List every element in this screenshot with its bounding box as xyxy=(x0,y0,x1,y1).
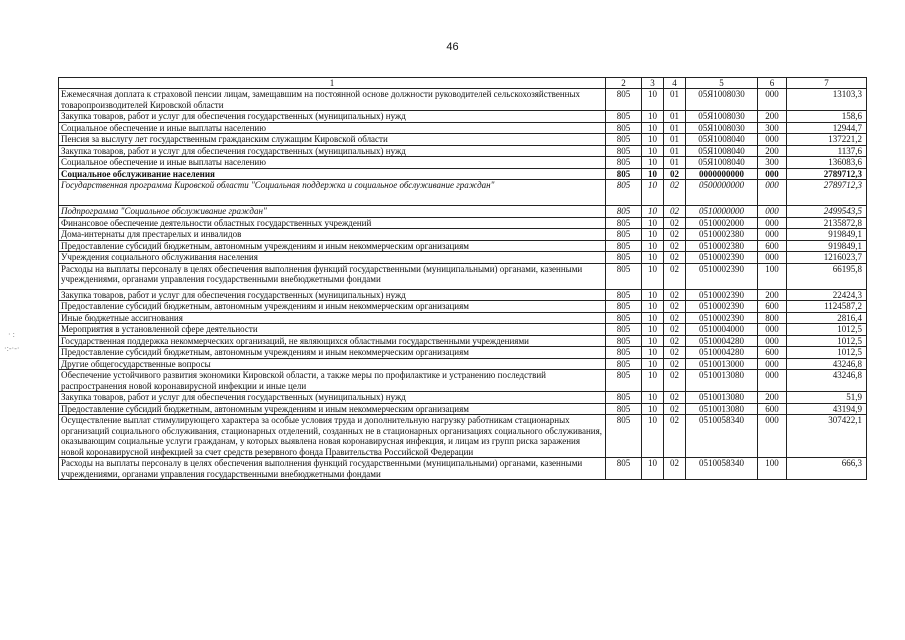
target-code-cell: 0510058340 xyxy=(686,458,758,480)
subsection-cell: 02 xyxy=(664,335,686,347)
subsection-cell: 02 xyxy=(664,263,686,289)
ministry-code-cell: 805 xyxy=(606,168,642,180)
row-name-cell: Дома-интернаты для престарелых и инвалидов xyxy=(59,229,606,241)
table-row xyxy=(59,458,867,480)
header-cell: 5 xyxy=(686,78,758,89)
row-name-cell: Учреждения социального обслуживания населения xyxy=(59,252,606,264)
ministry-code-cell: 805 xyxy=(606,240,642,252)
section-cell: 10 xyxy=(642,206,664,218)
ministry-code-cell: 805 xyxy=(606,157,642,169)
row-name-cell: Расходы на выплаты персоналу в целях обеспечения выполнения функций государственными (муниципальными) органами, казенными учреждениями, органами управления государственными внебюджетными фондами xyxy=(59,263,606,289)
table-row xyxy=(59,134,867,146)
row-name-cell: Государственная поддержка некоммерческих организаций, не являющихся областными государственными учреждениями xyxy=(59,335,606,347)
table-row xyxy=(59,392,867,404)
row-name-cell: Пенсия за выслугу лет государственным гражданским служащим Кировской области xyxy=(59,134,606,146)
expense-type-cell: 200 xyxy=(758,145,787,157)
subsection-cell: 02 xyxy=(664,370,686,392)
target-code-cell: 05Я1008040 xyxy=(686,145,758,157)
target-code-cell: 0510013080 xyxy=(686,392,758,404)
header-cell: 1 xyxy=(59,78,606,89)
expense-type-cell: 200 xyxy=(758,392,787,404)
expense-type-cell: 000 xyxy=(758,217,787,229)
expense-type-cell: 800 xyxy=(758,312,787,324)
target-code-cell: 0510000000 xyxy=(686,206,758,218)
target-code-cell: 05Я1008040 xyxy=(686,134,758,146)
row-name-cell: Закупка товаров, работ и услуг для обеспечения государственных (муниципальных) нужд xyxy=(59,392,606,404)
row-name-cell: Мероприятия в установленной сфере деятельности xyxy=(59,324,606,336)
subsection-cell: 02 xyxy=(664,301,686,313)
subsection-cell: 02 xyxy=(664,347,686,359)
table-row xyxy=(59,415,867,458)
ministry-code-cell: 805 xyxy=(606,122,642,134)
amount-cell: 2499543,5 xyxy=(787,206,867,218)
table-row xyxy=(59,301,867,313)
section-cell: 10 xyxy=(642,240,664,252)
ministry-code-cell: 805 xyxy=(606,252,642,264)
ministry-code-cell: 805 xyxy=(606,289,642,301)
amount-cell: 919849,1 xyxy=(787,229,867,241)
header-cell: 7 xyxy=(787,78,867,89)
ministry-code-cell: 805 xyxy=(606,111,642,123)
section-cell: 10 xyxy=(642,301,664,313)
table-row xyxy=(59,370,867,392)
subsection-cell: 02 xyxy=(664,217,686,229)
target-code-cell: 0510002390 xyxy=(686,252,758,264)
row-name-cell: Закупка товаров, работ и услуг для обеспечения государственных (муниципальных) нужд xyxy=(59,145,606,157)
row-name-cell: Социальное обеспечение и иные выплаты населению xyxy=(59,157,606,169)
amount-cell: 2789712,3 xyxy=(787,168,867,180)
row-name-cell: Финансовое обеспечение деятельности областных государственных учреждений xyxy=(59,217,606,229)
header-cell: 6 xyxy=(758,78,787,89)
section-cell: 10 xyxy=(642,289,664,301)
row-name-cell: Ежемесячная доплата к страховой пенсии лицам, замещавшим на постоянной основе должности руководителей сельскохозяйственных товаропроизводителей Кировской области xyxy=(59,89,606,111)
ministry-code-cell: 805 xyxy=(606,358,642,370)
expense-type-cell: 000 xyxy=(758,134,787,146)
table-row xyxy=(59,89,867,111)
ministry-code-cell: 805 xyxy=(606,370,642,392)
ministry-code-cell: 805 xyxy=(606,392,642,404)
subsection-cell: 02 xyxy=(664,229,686,241)
row-name-cell: Подпрограмма "Социальное обслуживание граждан" xyxy=(59,206,606,218)
amount-cell: 13103,3 xyxy=(787,89,867,111)
row-name-cell: Социальное обслуживание населения xyxy=(59,168,606,180)
table-row xyxy=(59,403,867,415)
table-row xyxy=(59,217,867,229)
expense-type-cell: 000 xyxy=(758,335,787,347)
subsection-cell: 02 xyxy=(664,289,686,301)
expense-type-cell: 000 xyxy=(758,206,787,218)
row-name-cell: Социальное обеспечение и иные выплаты населению xyxy=(59,122,606,134)
table-row xyxy=(59,312,867,324)
expense-type-cell: 600 xyxy=(758,240,787,252)
amount-cell: 43194,9 xyxy=(787,403,867,415)
row-name-cell: Расходы на выплаты персоналу в целях обеспечения выполнения функций государственными (муниципальными) органами, казенными учреждениями, органами управления государственными внебюджетными фондами xyxy=(59,458,606,480)
section-cell: 10 xyxy=(642,229,664,241)
target-code-cell: 0510058340 xyxy=(686,415,758,458)
section-cell: 10 xyxy=(642,347,664,359)
section-cell: 10 xyxy=(642,89,664,111)
row-name-cell: Предоставление субсидий бюджетным, автономным учреждениям и иным некоммерческим организациям xyxy=(59,240,606,252)
target-code-cell: 05Я1008040 xyxy=(686,157,758,169)
amount-cell: 2135872,8 xyxy=(787,217,867,229)
table-row xyxy=(59,157,867,169)
subsection-cell: 02 xyxy=(664,240,686,252)
section-cell: 10 xyxy=(642,415,664,458)
amount-cell: 307422,1 xyxy=(787,415,867,458)
subsection-cell: 01 xyxy=(664,134,686,146)
amount-cell: 666,3 xyxy=(787,458,867,480)
table-row xyxy=(59,145,867,157)
row-name-cell: Осуществление выплат стимулирующего характера за особые условия труда и дополнительную нагрузку работникам стационарных организаций социального обслуживания, стационарных отделений, созданных не в стационарных организациях социального обслуживания, оказывающим социальные услуги гражданам, у которых выявлена новая коронавирусная инфекция, и лицам из групп риска заражения новой коронавирусной инфекцией за счет средств резервного фонда Правительства Российской Федерации xyxy=(59,415,606,458)
ministry-code-cell: 805 xyxy=(606,134,642,146)
amount-cell: 22424,3 xyxy=(787,289,867,301)
table-row xyxy=(59,263,867,289)
table-row xyxy=(59,335,867,347)
expense-type-cell: 000 xyxy=(758,168,787,180)
table-row xyxy=(59,180,867,206)
subsection-cell: 02 xyxy=(664,392,686,404)
header-cell: 4 xyxy=(664,78,686,89)
target-code-cell: 0500000000 xyxy=(686,180,758,206)
ministry-code-cell: 805 xyxy=(606,312,642,324)
ministry-code-cell: 805 xyxy=(606,301,642,313)
expense-type-cell: 000 xyxy=(758,324,787,336)
row-name-cell: Обеспечение устойчивого развития экономики Кировской области, а также меры по профилактике и устранению последствий распространения новой коронавирусной инфекции и иные цели xyxy=(59,370,606,392)
ministry-code-cell: 805 xyxy=(606,415,642,458)
scan-artifact: · : xyxy=(8,330,15,339)
amount-cell: 1124587,2 xyxy=(787,301,867,313)
amount-cell: 1012,5 xyxy=(787,324,867,336)
amount-cell: 12944,7 xyxy=(787,122,867,134)
amount-cell: 136083,6 xyxy=(787,157,867,169)
row-name-cell: Предоставление субсидий бюджетным, автономным учреждениям и иным некоммерческим организациям xyxy=(59,301,606,313)
target-code-cell: 0510004000 xyxy=(686,324,758,336)
section-cell: 10 xyxy=(642,458,664,480)
target-code-cell: 0510013080 xyxy=(686,370,758,392)
subsection-cell: 02 xyxy=(664,312,686,324)
expense-type-cell: 200 xyxy=(758,289,787,301)
table-row xyxy=(59,347,867,359)
ministry-code-cell: 805 xyxy=(606,206,642,218)
amount-cell: 1012,5 xyxy=(787,347,867,359)
subsection-cell: 02 xyxy=(664,324,686,336)
subsection-cell: 02 xyxy=(664,458,686,480)
ministry-code-cell: 805 xyxy=(606,347,642,359)
expense-type-cell: 200 xyxy=(758,111,787,123)
section-cell: 10 xyxy=(642,370,664,392)
section-cell: 10 xyxy=(642,122,664,134)
table-row xyxy=(59,168,867,180)
amount-cell: 2816,4 xyxy=(787,312,867,324)
expense-type-cell: 300 xyxy=(758,122,787,134)
table-row xyxy=(59,111,867,123)
row-name-cell: Предоставление субсидий бюджетным, автономным учреждениям и иным некоммерческим организациям xyxy=(59,347,606,359)
table-row xyxy=(59,252,867,264)
ministry-code-cell: 805 xyxy=(606,403,642,415)
row-name-cell: Другие общегосударственные вопросы xyxy=(59,358,606,370)
header-row xyxy=(59,78,867,89)
expense-type-cell: 000 xyxy=(758,229,787,241)
header-cell: 3 xyxy=(642,78,664,89)
subsection-cell: 01 xyxy=(664,111,686,123)
subsection-cell: 01 xyxy=(664,89,686,111)
section-cell: 10 xyxy=(642,312,664,324)
target-code-cell: 0510002390 xyxy=(686,312,758,324)
row-name-cell: Предоставление субсидий бюджетным, автономным учреждениям и иным некоммерческим организациям xyxy=(59,403,606,415)
expense-type-cell: 000 xyxy=(758,252,787,264)
subsection-cell: 02 xyxy=(664,403,686,415)
table-row xyxy=(59,358,867,370)
expense-type-cell: 600 xyxy=(758,347,787,359)
section-cell: 10 xyxy=(642,145,664,157)
target-code-cell: 0510002000 xyxy=(686,217,758,229)
ministry-code-cell: 805 xyxy=(606,263,642,289)
amount-cell: 158,6 xyxy=(787,111,867,123)
section-cell: 10 xyxy=(642,324,664,336)
subsection-cell: 02 xyxy=(664,252,686,264)
section-cell: 10 xyxy=(642,111,664,123)
amount-cell: 2789712,3 xyxy=(787,180,867,206)
amount-cell: 1137,6 xyxy=(787,145,867,157)
target-code-cell: 05Я1008030 xyxy=(686,122,758,134)
expense-type-cell: 100 xyxy=(758,458,787,480)
ministry-code-cell: 805 xyxy=(606,217,642,229)
row-name-cell: Иные бюджетные ассигнования xyxy=(59,312,606,324)
expense-type-cell: 100 xyxy=(758,263,787,289)
table-row xyxy=(59,240,867,252)
page-number: 46 xyxy=(446,41,459,53)
subsection-cell: 01 xyxy=(664,122,686,134)
section-cell: 10 xyxy=(642,252,664,264)
target-code-cell: 0510002390 xyxy=(686,301,758,313)
subsection-cell: 02 xyxy=(664,206,686,218)
section-cell: 10 xyxy=(642,168,664,180)
target-code-cell: 0510004280 xyxy=(686,347,758,359)
header-cell: 2 xyxy=(606,78,642,89)
table-row xyxy=(59,289,867,301)
target-code-cell: 0510013000 xyxy=(686,358,758,370)
subsection-cell: 01 xyxy=(664,157,686,169)
target-code-cell: 0510004280 xyxy=(686,335,758,347)
section-cell: 10 xyxy=(642,180,664,206)
expense-type-cell: 000 xyxy=(758,180,787,206)
row-name-cell: Закупка товаров, работ и услуг для обеспечения государственных (муниципальных) нужд xyxy=(59,289,606,301)
amount-cell: 66195,8 xyxy=(787,263,867,289)
ministry-code-cell: 805 xyxy=(606,180,642,206)
expense-type-cell: 600 xyxy=(758,301,787,313)
target-code-cell: 0510002380 xyxy=(686,229,758,241)
amount-cell: 137221,2 xyxy=(787,134,867,146)
table-row xyxy=(59,324,867,336)
ministry-code-cell: 805 xyxy=(606,229,642,241)
target-code-cell: 0510002390 xyxy=(686,289,758,301)
section-cell: 10 xyxy=(642,134,664,146)
expense-type-cell: 300 xyxy=(758,157,787,169)
subsection-cell: 01 xyxy=(664,145,686,157)
section-cell: 10 xyxy=(642,403,664,415)
row-name-cell: Государственная программа Кировской области "Социальная поддержка и социальное обслуживание граждан" xyxy=(59,180,606,206)
table-row xyxy=(59,229,867,241)
budget-table xyxy=(58,77,867,480)
target-code-cell: 0510013080 xyxy=(686,403,758,415)
subsection-cell: 02 xyxy=(664,415,686,458)
table-row xyxy=(59,206,867,218)
section-cell: 10 xyxy=(642,263,664,289)
ministry-code-cell: 805 xyxy=(606,145,642,157)
ministry-code-cell: 805 xyxy=(606,89,642,111)
table-row xyxy=(59,122,867,134)
amount-cell: 43246,8 xyxy=(787,370,867,392)
target-code-cell: 05Я1008030 xyxy=(686,111,758,123)
expense-type-cell: 000 xyxy=(758,358,787,370)
ministry-code-cell: 805 xyxy=(606,324,642,336)
expense-type-cell: 600 xyxy=(758,403,787,415)
amount-cell: 43246,8 xyxy=(787,358,867,370)
target-code-cell: 0510002380 xyxy=(686,240,758,252)
amount-cell: 1012,5 xyxy=(787,335,867,347)
section-cell: 10 xyxy=(642,335,664,347)
amount-cell: 919849,1 xyxy=(787,240,867,252)
expense-type-cell: 000 xyxy=(758,415,787,458)
section-cell: 10 xyxy=(642,358,664,370)
expense-type-cell: 000 xyxy=(758,370,787,392)
row-name-cell: Закупка товаров, работ и услуг для обеспечения государственных (муниципальных) нужд xyxy=(59,111,606,123)
section-cell: 10 xyxy=(642,157,664,169)
ministry-code-cell: 805 xyxy=(606,335,642,347)
scan-artifact: ·:-·-· xyxy=(4,344,20,353)
ministry-code-cell: 805 xyxy=(606,458,642,480)
target-code-cell: 0000000000 xyxy=(686,168,758,180)
subsection-cell: 02 xyxy=(664,180,686,206)
section-cell: 10 xyxy=(642,217,664,229)
expense-type-cell: 000 xyxy=(758,89,787,111)
target-code-cell: 0510002390 xyxy=(686,263,758,289)
target-code-cell: 05Я1008030 xyxy=(686,89,758,111)
amount-cell: 1216023,7 xyxy=(787,252,867,264)
subsection-cell: 02 xyxy=(664,168,686,180)
section-cell: 10 xyxy=(642,392,664,404)
amount-cell: 51,9 xyxy=(787,392,867,404)
subsection-cell: 02 xyxy=(664,358,686,370)
